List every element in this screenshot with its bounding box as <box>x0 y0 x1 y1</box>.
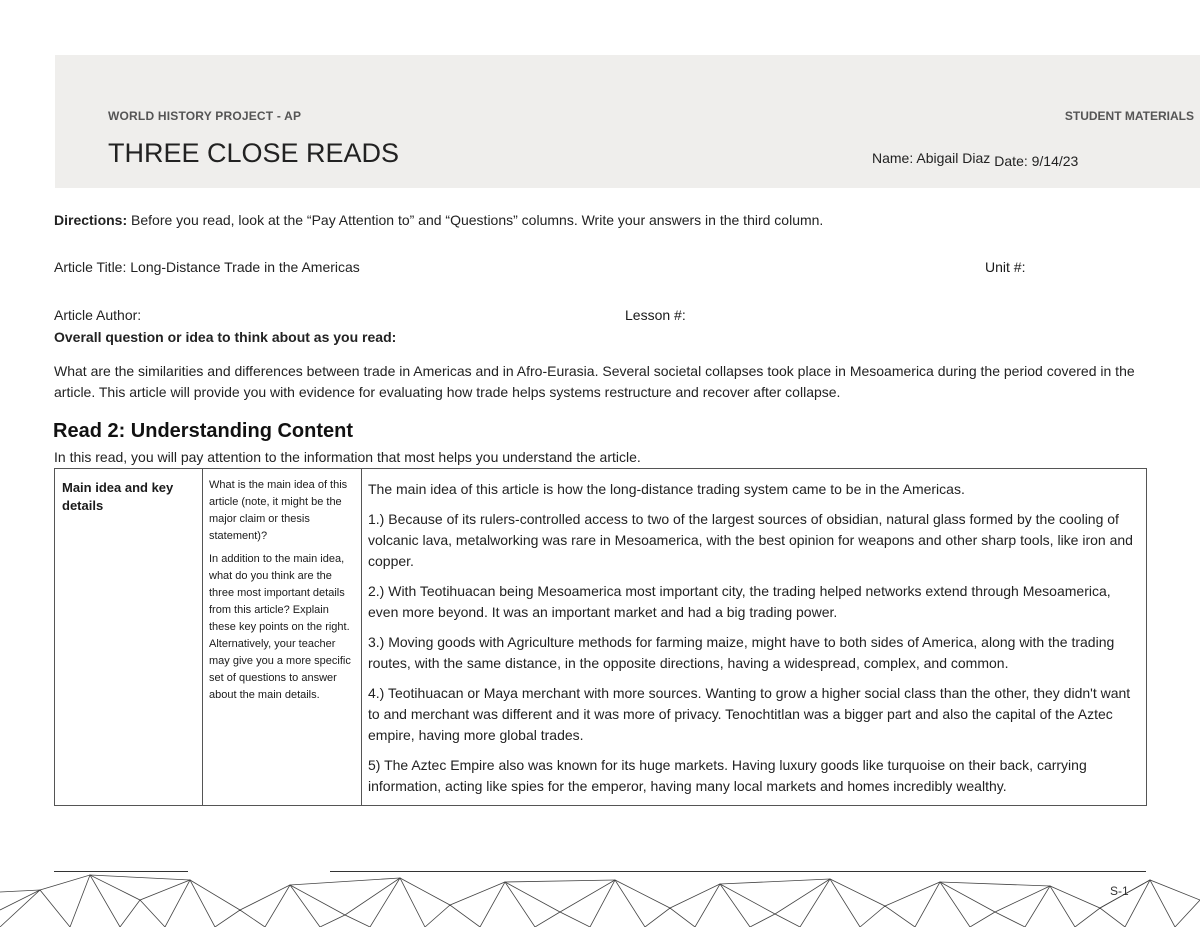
polygon-pattern-decoration <box>0 870 1200 927</box>
close-read-table <box>54 468 1147 806</box>
answer-paragraph: 1.) Because of its rulers-controlled access to two of the largest sources of obsidian, natural glass formed by the cooling of volcanic lava, metalworking was rare in Mesoamerica, with the best opinion for weapons and other sharp tools, like iron and copper. <box>368 511 1133 569</box>
pay-attention-cell: Main idea and key details <box>55 469 203 806</box>
answer-paragraph: 4.) Teotihuacan or Maya merchant with more sources. Wanting to grow a higher social class than the other, they didn't want to and merchant was different and it was more of privacy. Tenochtitlan was a bigger part and also the capital of the Aztec empire, having more global trades. <box>368 685 1131 743</box>
question-item: In addition to the main idea, what do you think are the three most important details from this article? Explain these key points on the right. Alternatively, your teacher may give you a more specific set of questions to answer about the main details. <box>209 553 351 701</box>
answer-paragraph: 5) The Aztec Empire also was known for its huge markets. Having luxury goods like turquoise on their back, carrying information, acting like spies for the emperor, having many local markets and homes incredibly wealthy. <box>368 757 1087 794</box>
overall-question-text: What are the similarities and differences between trade in Americas and in Afro-Eurasia. Several societal collapses took place in Mesoamerica during the period covered in the article. This article will provide you with evidence for evaluating how trade helps systems restructure and recover after collapse. <box>54 363 1135 400</box>
student-materials-label: STUDENT MATERIALS <box>1064 109 1194 123</box>
project-label: WORLD HISTORY PROJECT - AP <box>108 109 302 123</box>
document-title: THREE CLOSE READS <box>108 138 400 168</box>
directions-label: Directions: <box>54 212 128 228</box>
overall-question-label: Overall question or idea to think about as you read: <box>54 329 397 345</box>
question-item: What is the main idea of this article (note, it might be the major claim or thesis statement)? <box>209 479 348 542</box>
read2-heading: Read 2: Understanding Content <box>53 420 354 442</box>
directions <box>54 212 823 228</box>
student-name: Name: Abigail Diaz <box>872 150 991 166</box>
questions-cell <box>203 469 362 806</box>
article-author-field: Article Author: <box>54 307 142 323</box>
table-row <box>55 469 1147 806</box>
directions-text: Before you read, look at the “Pay Attention to” and “Questions” columns. Write your answers in the third column. <box>127 212 824 228</box>
unit-field: Unit #: <box>985 259 1026 275</box>
answer-paragraph: The main idea of this article is how the long-distance trading system came to be in the Americas. <box>368 481 965 497</box>
answer-paragraph: 2.) With Teotihuacan being Mesoamerica most important city, the trading helped networks extend through Mesoamerica, even more beyond. It was an important market and had a big trading power. <box>368 583 1111 620</box>
article-title-field: Article Title: Long-Distance Trade in the Americas <box>54 259 360 275</box>
answers-cell[interactable] <box>362 469 1147 806</box>
read2-subheading: In this read, you will pay attention to the information that most helps you understand the article. <box>54 449 641 465</box>
date-field: Date: 9/14/23 <box>994 153 1079 169</box>
name-date-field <box>872 150 1079 169</box>
page-number: S-1 <box>1110 884 1129 898</box>
lesson-field: Lesson #: <box>625 307 686 323</box>
answer-paragraph: 3.) Moving goods with Agriculture methods for farming maize, might have to both sides of America, along with the trading routes, with the same distance, in the opposite directions, having a widespread, complex, and common. <box>368 634 1115 671</box>
